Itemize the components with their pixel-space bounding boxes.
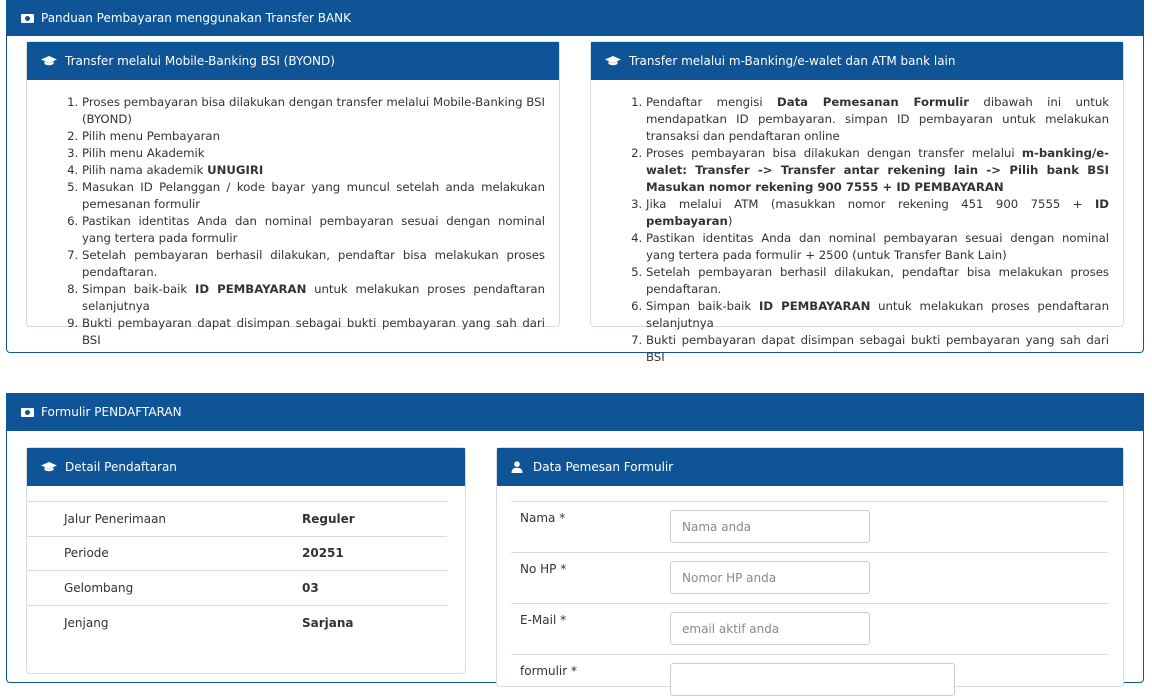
step-bold-text: m-banking/e-walet: Transfer -> Transfer antar rekening lain -> Pilih bank BSI Masukan nomor rekening 900 7555 + ID PEMBAYARAN: [646, 146, 1109, 194]
detail-label: Jalur Penerimaan: [27, 502, 302, 537]
detail-card-title: Detail Pendaftaran: [65, 460, 177, 474]
pemesan-card-header: [497, 448, 1123, 486]
detail-card: [26, 447, 466, 674]
detail-value: Reguler: [302, 502, 447, 537]
list-item: 5. Masukan ID Pelanggan / kode bayar yang muncul setelah anda melakukan pemesanan formulir: [82, 179, 545, 213]
bsi-card: [26, 41, 560, 347]
email-label: E-Mail *: [520, 613, 567, 627]
table-row: [27, 571, 447, 606]
step-text: ): [727, 214, 733, 228]
list-item: 1. Proses pembayaran bisa dilakukan dengan transfer melalui Mobile-Banking BSI (BYOND): [82, 94, 545, 128]
list-item: [82, 281, 545, 315]
graduation-cap-icon: [605, 55, 621, 67]
list-item: 7. Bukti pembayaran dapat disimpan sebagai bukti pembayaran yang sah dari BSI: [646, 332, 1109, 366]
other-bank-card-title: Transfer melalui m-Banking/e-walet dan ATM bank lain: [629, 54, 956, 68]
step-text: untuk melakukan proses pendaftaran selanjutnya: [82, 282, 545, 313]
formulir-title: Formulir PENDAFTARAN: [41, 405, 182, 419]
detail-card-header: [27, 448, 465, 486]
nama-label: Nama *: [520, 511, 566, 525]
detail-value: Sarjana: [302, 605, 447, 640]
detail-label: Periode: [27, 536, 302, 571]
step-text: Pendaftar mengisi: [646, 95, 777, 109]
bsi-steps-list: [27, 80, 559, 349]
step-text: Jika melalui ATM (masukkan nomor rekening 451 900 7555 +: [646, 197, 1095, 211]
list-item: 3. Pilih menu Akademik: [82, 145, 545, 162]
panduan-header: [7, 0, 1143, 36]
bsi-card-header: [27, 42, 559, 80]
pemesan-card-title: Data Pemesan Formulir: [533, 460, 674, 474]
graduation-cap-icon: [41, 461, 57, 473]
email-row: [511, 603, 1108, 654]
other-bank-card-header: [591, 42, 1123, 80]
formulir-select[interactable]: [670, 663, 955, 696]
no-hp-input[interactable]: [670, 561, 870, 594]
email-input[interactable]: [670, 612, 870, 645]
table-row: [27, 605, 447, 640]
step-bold-text: ID PEMBAYARAN: [758, 299, 871, 313]
step-bold-text: ID pembayaran: [646, 197, 1109, 228]
bsi-card-title: Transfer melalui Mobile-Banking BSI (BYOND): [65, 54, 335, 68]
other-bank-steps-list: [591, 80, 1123, 366]
list-item: 5. Setelah pembayaran berhasil dilakukan, pendaftar bisa melakukan proses pendaftaran.: [646, 264, 1109, 298]
money-icon: [21, 14, 34, 23]
list-item: [646, 298, 1109, 332]
step-text: untuk melakukan proses pendaftaran selanjutnya: [646, 299, 1109, 330]
step-text: Proses pembayaran bisa dilakukan dengan transfer melalui: [646, 146, 1022, 160]
list-item: 2. Pilih menu Pembayaran: [82, 128, 545, 145]
nama-input[interactable]: [670, 510, 870, 543]
list-item: [646, 145, 1109, 196]
list-item: [82, 162, 545, 179]
list-item: [646, 94, 1109, 145]
detail-label: Jenjang: [27, 605, 302, 640]
detail-label: Gelombang: [27, 571, 302, 606]
table-row: [27, 502, 447, 537]
money-icon: [21, 408, 34, 417]
panduan-section: [6, 0, 1144, 364]
list-item: 7. Setelah pembayaran berhasil dilakukan, pendaftar bisa melakukan proses pendaftaran.: [82, 247, 545, 281]
detail-table: [27, 501, 447, 640]
detail-value: 03: [302, 571, 447, 606]
graduation-cap-icon: [41, 55, 57, 67]
no-hp-label: No HP *: [520, 562, 567, 576]
nama-row: [511, 501, 1108, 552]
pemesan-card: [496, 447, 1124, 687]
step-bold-text: ID PEMBAYARAN: [194, 282, 307, 296]
table-row: [27, 536, 447, 571]
step-bold-text: Data Pemesanan Formulir: [777, 95, 970, 109]
other-bank-card: [590, 41, 1124, 364]
step-text: Simpan baik-baik: [646, 299, 759, 313]
step-bold-text: UNUGIRI: [207, 163, 264, 177]
list-item: [646, 196, 1109, 230]
list-item: 4. Pastikan identitas Anda dan nominal pembayaran sesuai dengan nominal yang tertera pada formulir + 2500 (untuk Transfer Bank Lain): [646, 230, 1109, 264]
formulir-header: [7, 393, 1143, 431]
step-text: dibawah ini untuk mendapatkan ID pembayaran. simpan ID pembayaran untuk melakukan transaksi dan pendaftaran online: [646, 95, 1110, 143]
panduan-title: Panduan Pembayaran menggunakan Transfer BANK: [41, 11, 352, 25]
list-item: 9. Bukti pembayaran dapat disimpan sebagai bukti pembayaran yang sah dari BSI: [82, 315, 545, 349]
list-item: 6. Pastikan identitas Anda dan nominal pembayaran sesuai dengan nominal yang tertera pada formulir: [82, 213, 545, 247]
formulir-row: [511, 654, 1108, 694]
no-hp-row: [511, 552, 1108, 603]
detail-value: 20251: [302, 536, 447, 571]
formulir-section: [6, 393, 1144, 683]
step-text: Simpan baik-baik: [82, 282, 195, 296]
formulir-label: formulir *: [520, 664, 577, 678]
user-icon: [511, 461, 525, 473]
step-text: Pilih nama akademik: [82, 163, 208, 177]
